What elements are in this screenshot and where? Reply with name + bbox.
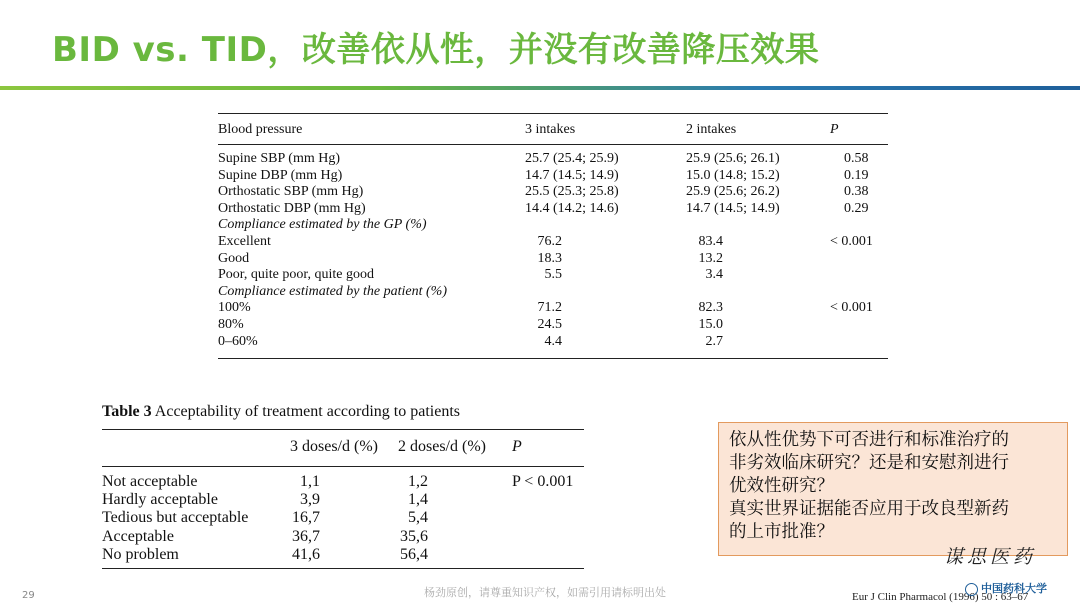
table-row (218, 168, 888, 185)
table-body (218, 151, 888, 350)
row-label: Orthostatic DBP (mm Hg) (218, 200, 366, 216)
value-col-2: 5,4 (408, 509, 428, 527)
row-label: Not acceptable (102, 473, 198, 490)
value-col-1: 18.3 (537, 250, 562, 266)
p-value: 0.19 (844, 167, 869, 183)
emblem-icon (965, 583, 978, 596)
table-row (102, 546, 584, 564)
header-blood-pressure: Blood pressure (218, 122, 303, 137)
table-row (218, 300, 888, 317)
row-label: Hardly acceptable (102, 491, 218, 509)
table-row (218, 284, 888, 301)
comment-line: 依从性优势下可否进行和标准治疗的 (729, 430, 1009, 450)
table-row (218, 251, 888, 268)
value-col-1: 16,7 (292, 509, 320, 527)
blood-pressure-table (218, 113, 888, 359)
value-col-2: 35,6 (400, 527, 428, 545)
p-value: < 0.001 (830, 300, 873, 316)
row-label: Orthostatic SBP (mm Hg) (218, 184, 364, 200)
table-row (218, 267, 888, 284)
value-col-2: 25.9 (25.6; 26.1) (686, 151, 780, 166)
table-row (218, 184, 888, 201)
value-col-1: 14.4 (14.2; 14.6) (525, 200, 619, 216)
header-2-doses: 2 doses/d (%) (398, 438, 486, 455)
header-3-intakes: 3 intakes (525, 122, 576, 137)
table-row (102, 473, 584, 491)
row-label: Excellent (218, 233, 271, 249)
comment-line: 的上市批准？ (729, 522, 834, 542)
value-col-2: 13.2 (698, 250, 723, 266)
acceptability-table (102, 403, 584, 569)
value-col-2: 25.9 (25.6; 26.2) (686, 184, 780, 200)
row-label: No problem (102, 545, 179, 563)
row-label: Supine SBP (mm Hg) (218, 151, 340, 166)
comment-box (718, 422, 1068, 556)
value-col-1: 25.7 (25.4; 25.9) (525, 151, 619, 166)
value-col-1: 71.2 (537, 300, 562, 316)
row-label: Good (218, 250, 250, 266)
comment-line: 优效性研究？ (729, 476, 834, 496)
value-col-2: 15.0 (698, 316, 723, 332)
value-col-1: 41,6 (292, 545, 320, 563)
table-caption-text: Acceptability of treatment according to patients (154, 403, 460, 420)
row-label: Compliance estimated by the patient (%) (218, 283, 447, 299)
value-col-2: 3.4 (705, 267, 723, 283)
table-bottom-rule (102, 568, 584, 569)
header-2-intakes: 2 intakes (686, 122, 737, 137)
value-col-1: 5.5 (544, 267, 562, 283)
comment-line: 真实世界证据能否应用于改良型新药 (729, 499, 1009, 519)
row-label: Acceptable (102, 527, 174, 545)
value-col-1: 1,1 (300, 473, 320, 490)
table-row (102, 528, 584, 546)
citation: Eur J Clin Pharmacol (1996) 50 : 63–67 (852, 591, 1029, 603)
p-value: < 0.001 (830, 233, 873, 249)
table-row (218, 217, 888, 234)
table-bottom-rule (218, 358, 888, 359)
university-logo (965, 580, 1047, 596)
university-name: 中国药科大学 (981, 582, 1047, 595)
value-col-1: 4.4 (544, 333, 562, 349)
table-body (102, 473, 584, 564)
row-label: 100% (218, 300, 251, 316)
p-value: 0.38 (844, 184, 869, 200)
value-col-2: 83.4 (698, 233, 723, 249)
value-col-2: 1,4 (408, 491, 428, 509)
comment-line: 非劣效临床研究？还是和安慰剂进行 (729, 453, 1009, 473)
row-label: Tedious but acceptable (102, 509, 249, 527)
row-label: Poor, quite poor, quite good (218, 267, 374, 283)
table-caption (102, 403, 584, 429)
value-col-1: 3,9 (300, 491, 320, 509)
row-label: Compliance estimated by the GP (%) (218, 217, 427, 233)
p-value: 0.58 (844, 151, 869, 166)
header-p: P (830, 122, 839, 137)
signature: 谋思医药 (944, 546, 1037, 568)
value-col-2: 14.7 (14.5; 14.9) (686, 200, 780, 216)
header-3-doses: 3 doses/d (%) (290, 438, 378, 455)
p-value: 0.29 (844, 200, 869, 216)
row-label: 0–60% (218, 333, 258, 349)
table-row (218, 201, 888, 218)
value-col-1: 25.5 (25.3; 25.8) (525, 184, 619, 200)
value-col-2: 82.3 (698, 300, 723, 316)
copyright-footer: 杨劲原创，请尊重知识产权，如需引用请标明出处 (424, 586, 666, 599)
row-label: 80% (218, 316, 244, 332)
table-header-row (218, 114, 888, 144)
table-row (218, 334, 888, 351)
table-row (102, 509, 584, 527)
value-col-1: 76.2 (537, 233, 562, 249)
table-header-row (102, 430, 584, 466)
row-label: Supine DBP (mm Hg) (218, 167, 343, 183)
value-col-2: 15.0 (14.8; 15.2) (686, 167, 780, 183)
title-divider-bar (0, 86, 1080, 90)
value-col-2: 56,4 (400, 545, 428, 563)
header-p: P (512, 438, 522, 455)
table-row (102, 491, 584, 509)
table-caption-label: Table 3 (102, 403, 152, 420)
slide-title: BID vs. TID，改善依从性，并没有改善降压效果 (52, 30, 820, 70)
page-number: 29 (22, 590, 35, 601)
value-col-2: 2.7 (705, 333, 723, 349)
value-col-1: 24.5 (537, 316, 562, 332)
value-col-1: 36,7 (292, 527, 320, 545)
table-row (218, 317, 888, 334)
value-col-2: 1,2 (408, 473, 428, 490)
p-value: P < 0.001 (512, 473, 574, 490)
table-row (218, 234, 888, 251)
table-row (218, 151, 888, 168)
value-col-1: 14.7 (14.5; 14.9) (525, 167, 619, 183)
